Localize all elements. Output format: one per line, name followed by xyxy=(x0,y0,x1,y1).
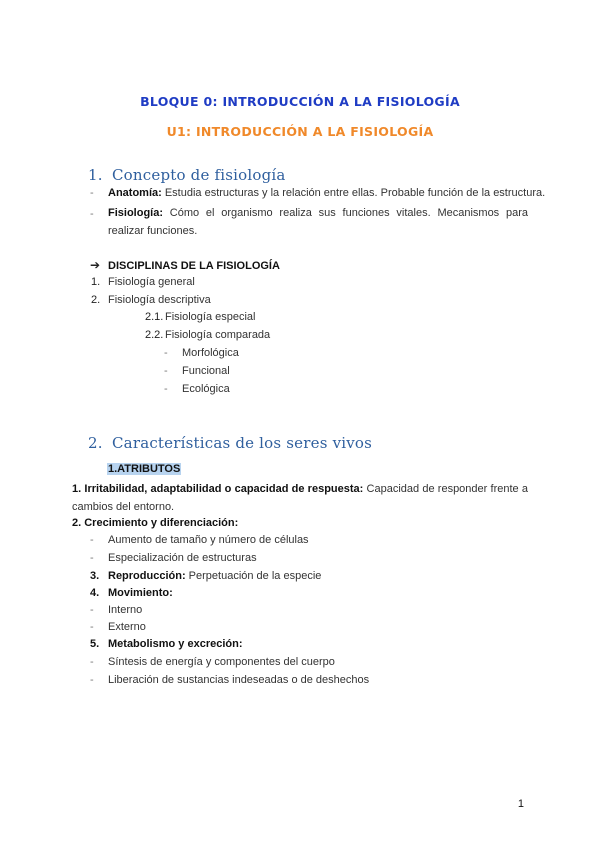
unit-title: U1: INTRODUCCIÓN A LA FISIOLOGÍA xyxy=(166,124,434,139)
growth-item: Aumento de tamaño y número de células xyxy=(108,534,309,546)
physiology-term: Fisiología: xyxy=(108,207,163,219)
growth-item: Especialización de estructuras xyxy=(108,552,257,564)
section-1-number: 1. xyxy=(88,166,103,184)
bullet-dash: - xyxy=(90,208,94,220)
movement-item: Interno xyxy=(108,604,143,616)
attributes-label-text: 1.ATRIBUTOS xyxy=(108,463,181,475)
page-number: 1 xyxy=(517,798,524,810)
section-2-number: 2. xyxy=(88,434,103,452)
subdiscipline-item: Fisiología especial xyxy=(165,311,256,323)
reproduction-text: Perpetuación de la especie xyxy=(185,570,322,582)
metabolism-item: Liberación de sustancias indeseadas o de deshechos xyxy=(108,674,370,686)
anatomy-item xyxy=(108,184,545,202)
bullet-dash: - xyxy=(90,674,94,686)
comparative-type: Ecológica xyxy=(182,383,230,395)
bullet-dash: - xyxy=(90,621,94,633)
movement-item: Externo xyxy=(108,621,146,633)
metabolism-term: Metabolismo y excreción: xyxy=(108,638,243,650)
subdiscipline-number: 2.2. xyxy=(145,329,164,341)
anatomy-text: Estudia estructuras y la relación entre ellas. Probable función de la estructura. xyxy=(161,187,546,199)
section-2-title: Características de los seres vivos xyxy=(112,434,373,452)
anatomy-term: Anatomía: xyxy=(108,187,162,199)
bullet-dash: - xyxy=(90,604,94,616)
bullet-dash: - xyxy=(90,187,94,199)
block-title: BLOQUE 0: INTRODUCCIÓN A LA FISIOLOGÍA xyxy=(140,94,460,109)
irritability-item xyxy=(72,480,528,516)
reproduction-item xyxy=(108,570,321,582)
discipline-number: 2. xyxy=(91,294,101,306)
comparative-type: Funcional xyxy=(182,365,230,377)
attributes-label xyxy=(107,463,181,475)
bullet-dash: - xyxy=(90,552,94,564)
bullet-dash: - xyxy=(90,656,94,668)
comparative-type: Morfológica xyxy=(182,347,239,359)
movement-term: Movimiento: xyxy=(108,587,173,599)
metabolism-item: Síntesis de energía y componentes del cuerpo xyxy=(108,656,335,668)
section-2-heading xyxy=(88,434,372,452)
metabolism-number: 5. xyxy=(90,638,100,650)
subdiscipline-number: 2.1. xyxy=(145,311,164,323)
bullet-dash: - xyxy=(164,383,168,395)
bullet-dash: - xyxy=(90,534,94,546)
irritability-text: Capacidad de responder frente a cambios del entorno. xyxy=(72,483,528,513)
arrow-icon: ➔ xyxy=(90,258,101,272)
discipline-number: 1. xyxy=(91,276,101,288)
disciplines-heading: DISCIPLINAS DE LA FISIOLOGÍA xyxy=(108,260,280,272)
bullet-dash: - xyxy=(164,365,168,377)
reproduction-number: 3. xyxy=(90,570,100,582)
reproduction-term: Reproducción: xyxy=(108,570,186,582)
movement-number: 4. xyxy=(90,587,100,599)
subdiscipline-item: Fisiología comparada xyxy=(165,329,271,341)
physiology-text: Cómo el organismo realiza sus funciones vitales. Mecanismos para realizar funciones. xyxy=(108,207,528,237)
discipline-item: Fisiología general xyxy=(108,276,195,288)
physiology-item xyxy=(108,204,528,240)
discipline-item: Fisiología descriptiva xyxy=(108,294,211,306)
bullet-dash: - xyxy=(164,347,168,359)
irritability-term: 1. Irritabilidad, adaptabilidad o capacidad de respuesta: xyxy=(72,483,364,495)
section-1-title: Concepto de fisiología xyxy=(112,166,286,184)
section-1-heading xyxy=(88,166,286,184)
growth-heading: 2. Crecimiento y diferenciación: xyxy=(72,517,239,529)
